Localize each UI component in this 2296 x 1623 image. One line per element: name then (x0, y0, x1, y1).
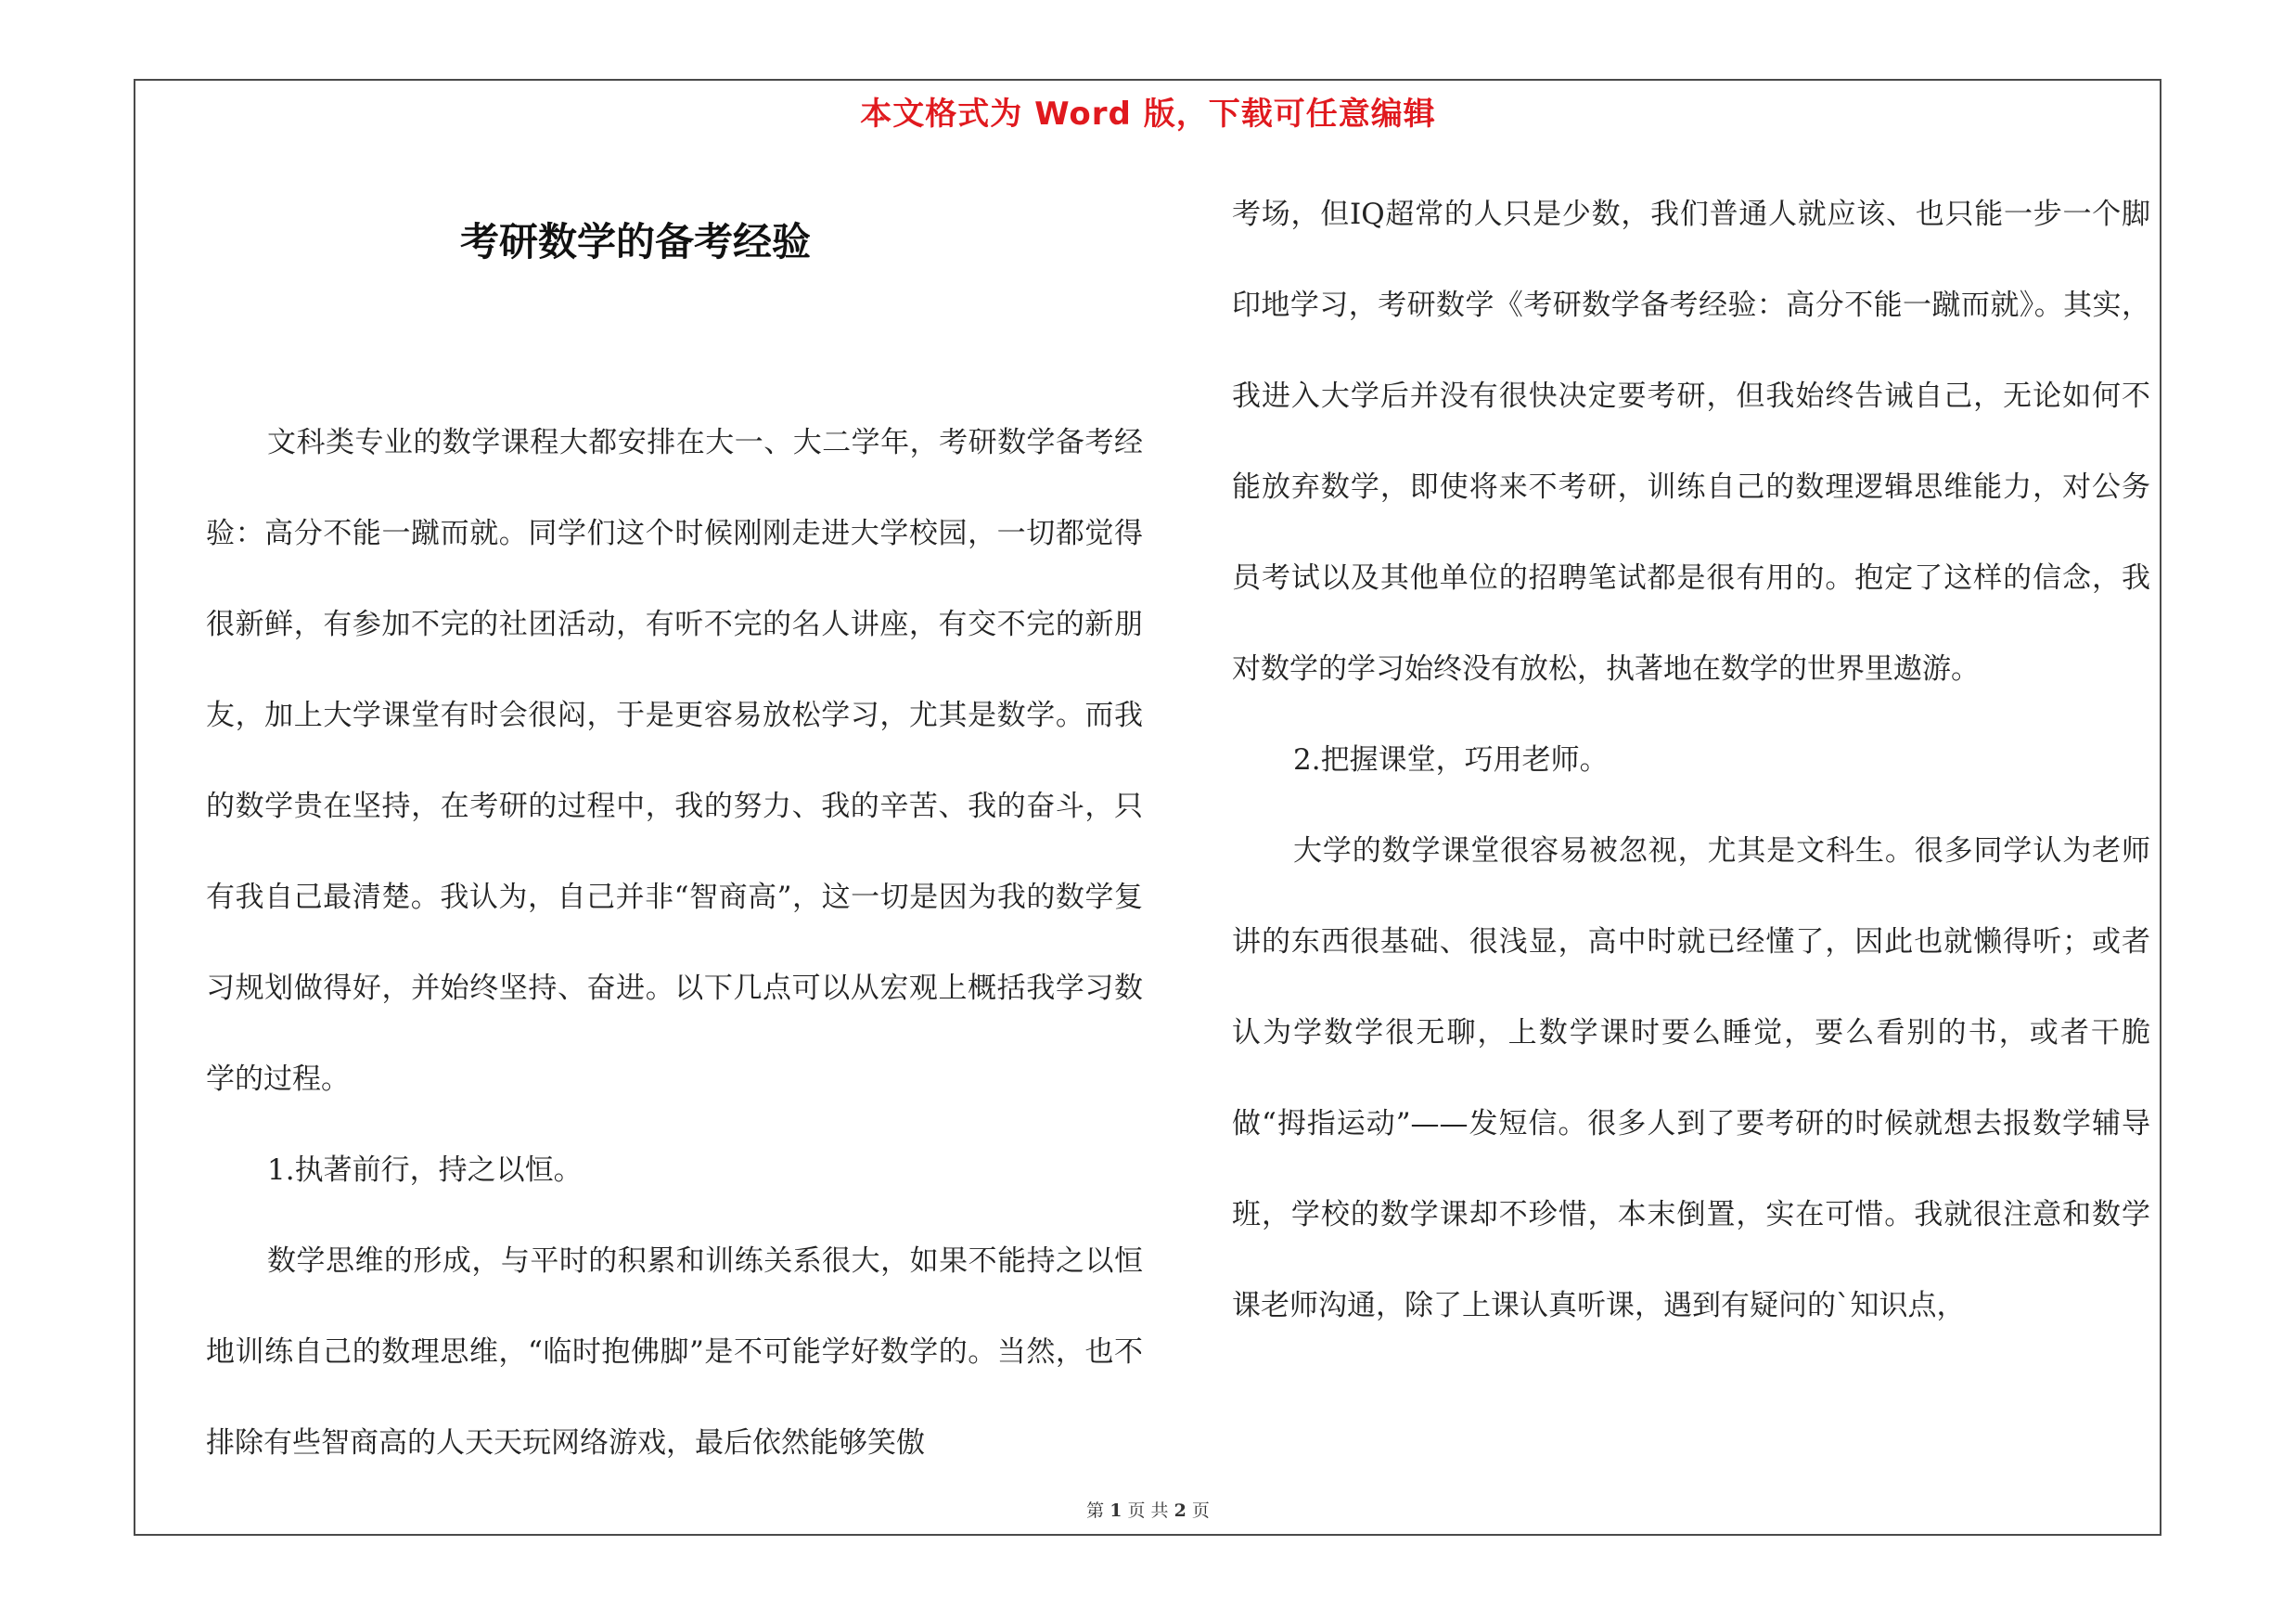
footer-middle: 页 共 (1127, 1501, 1169, 1521)
footer-prefix: 第 (1086, 1501, 1105, 1521)
paragraph: 1.执著前行，持之以恒。 (267, 1153, 583, 1187)
total-page-count: 2 (1174, 1501, 1186, 1521)
format-banner: 本文格式为 Word 版，下载可任意编辑 (860, 96, 1436, 133)
paragraph: 考场，但IQ超常的人只是少数，我们普通人就应该、也只能一步一个脚印地学习，考研数学《考研数学备考经验：高分不能一蹴而就》。其实，我进入大学后并没有很快决定要考研，但我始终告诫自己，无论如何不能放弃数学，即使将来不考研，训练自己的数理逻辑思维能力，对公务员考试以及其他单位的招聘笔试都是很有用的。抱定了这样的信念，我对数学的学习始终没有放松，执著地在数学的世界里遨游。 (1232, 198, 2150, 686)
footer-suffix: 页 (1191, 1501, 1210, 1521)
current-page-number: 1 (1110, 1501, 1122, 1521)
paragraph: 数学思维的形成，与平时的积累和训练关系很大，如果不能持之以恒地训练自己的数理思维，“临时抱佛脚”是不可能学好数学的。当然，也不排除有些智商高的人天天玩网络游戏，最后依然能够笑傲 (206, 1244, 1143, 1460)
document-title: 考研数学的备考经验 (459, 219, 811, 264)
left-column (206, 397, 1143, 1488)
paragraph: 大学的数学课堂很容易被忽视，尤其是文科生。很多同学认为老师讲的东西很基础、很浅显，高中时就已经懂了，因此也就懒得听；或者认为学数学很无聊，上数学课时要么睡觉，要么看别的书，或者干脆做“拇指运动”——发短信。很多人到了要考研的时候就想去报数学辅导班，学校的数学课却不珍惜，本末倒置，实在可惜。我就很注意和数学课老师沟通，除了上课认真听课，遇到有疑问的`知识点， (1232, 834, 2150, 1322)
paragraph: 2.把握课堂，巧用老师。 (1293, 743, 1609, 777)
page-footer (0, 1497, 2296, 1522)
right-column (1232, 169, 2150, 1351)
paragraph: 文科类专业的数学课程大都安排在大一、大二学年，考研数学备考经验：高分不能一蹴而就。同学们这个时候刚刚走进大学校园，一切都觉得很新鲜，有参加不完的社团活动，有听不完的名人讲座，有交不完的新朋友，加上大学课堂有时会很闷，于是更容易放松学习，尤其是数学。而我的数学贵在坚持，在考研的过程中，我的努力、我的辛苦、我的奋斗，只有我自己最清楚。我认为，自己并非“智商高”，这一切是因为我的数学复习规划做得好，并始终坚持、奋进。以下几点可以从宏观上概括我学习数学的过程。 (206, 426, 1143, 1096)
